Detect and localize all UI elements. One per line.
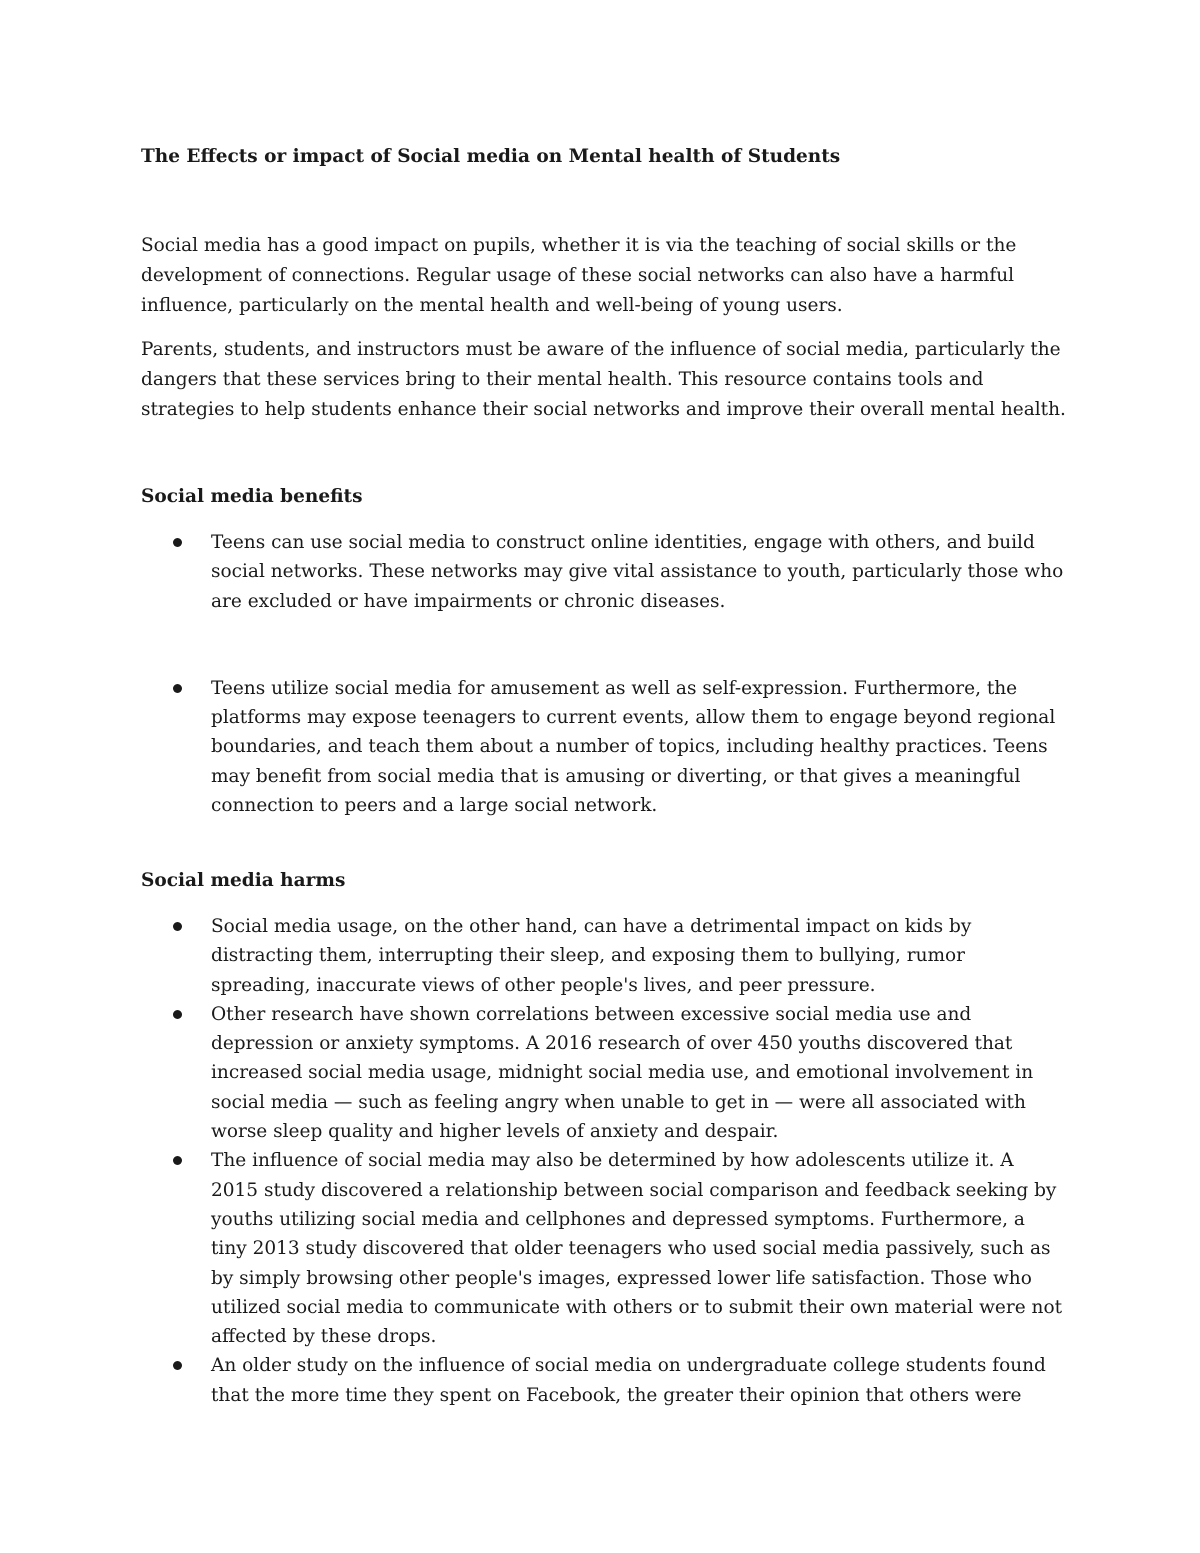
document-title: The Effects or impact of Social media on Mental health of Students <box>141 146 841 167</box>
list-item-text: Teens utilize social media for amusement as well as self-expression. Furthermore, the platforms may expose teenagers to current events, allow them to engage beyond regional boundaries, and teach them about a number of topics, including healthy practices. Teens may benefit from social media that is amusing or diverting, or that gives a meaningful connection to peers and a large social network. <box>211 677 1056 817</box>
bullet-icon <box>173 538 182 547</box>
list-item-text: Social media usage, on the other hand, can have a detrimental impact on kids by distracting them, interrupting their sleep, and exposing them to bullying, rumor spreading, inaccurate views of other people's lives, and peer pressure. <box>211 916 972 996</box>
list-item <box>141 1146 1066 1351</box>
bullet-icon <box>173 1361 182 1370</box>
section-heading-harms: Social media harms <box>141 870 346 891</box>
bullet-icon <box>173 684 182 693</box>
bullet-icon <box>173 922 182 931</box>
intro-paragraph-2: Parents, students, and instructors must be aware of the influence of social media, particularly the dangers that these services bring to their mental health. This resource contains tools and strategies to help students enhance their social networks and improve their overall mental health. <box>141 339 1066 420</box>
list-item <box>141 912 1066 1000</box>
intro-paragraph-1: Social media has a good impact on pupils, whether it is via the teaching of social skills or the development of connections. Regular usage of these social networks can also have a harmful influence, particularly on the mental health and well-being of young users. <box>141 235 1017 316</box>
bullet-icon <box>173 1010 182 1019</box>
bullet-icon <box>173 1156 182 1165</box>
list-item <box>141 674 1066 820</box>
list-item-text: The influence of social media may also be determined by how adolescents utilize it. A 2015 study discovered a relationship between social comparison and feedback seeking by youths utilizing social media and cellphones and depressed symptoms. Furthermore, a tiny 2013 study discovered that older teenagers who used social media passively, such as by simply browsing other people's images, expressed lower life satisfaction. Those who utilized social media to communicate with others or to submit their own material were not affected by these drops. <box>211 1150 1063 1348</box>
benefits-list <box>141 528 1066 820</box>
list-item-text: Teens can use social media to construct online identities, engage with others, and build social networks. These networks may give vital assistance to youth, particularly those who are excluded or have impairments or chronic diseases. <box>211 532 1064 612</box>
list-item <box>141 1000 1066 1146</box>
list-item <box>141 1351 1066 1410</box>
list-item <box>141 528 1066 616</box>
section-heading-benefits: Social media benefits <box>141 486 363 507</box>
list-item-text: Other research have shown correlations between excessive social media use and depression or anxiety symptoms. A 2016 research of over 450 youths discovered that increased social media usage, midnight social media use, and emotional involvement in social media — such as feeling angry when unable to get in — were all associated with worse sleep quality and higher levels of anxiety and despair. <box>211 1003 1034 1143</box>
harms-list <box>141 912 1066 1410</box>
list-item-text: An older study on the influence of social media on undergraduate college students found that the more time they spent on Facebook, the greater their opinion that others were <box>211 1355 1046 1406</box>
document-page <box>141 0 1066 1553</box>
